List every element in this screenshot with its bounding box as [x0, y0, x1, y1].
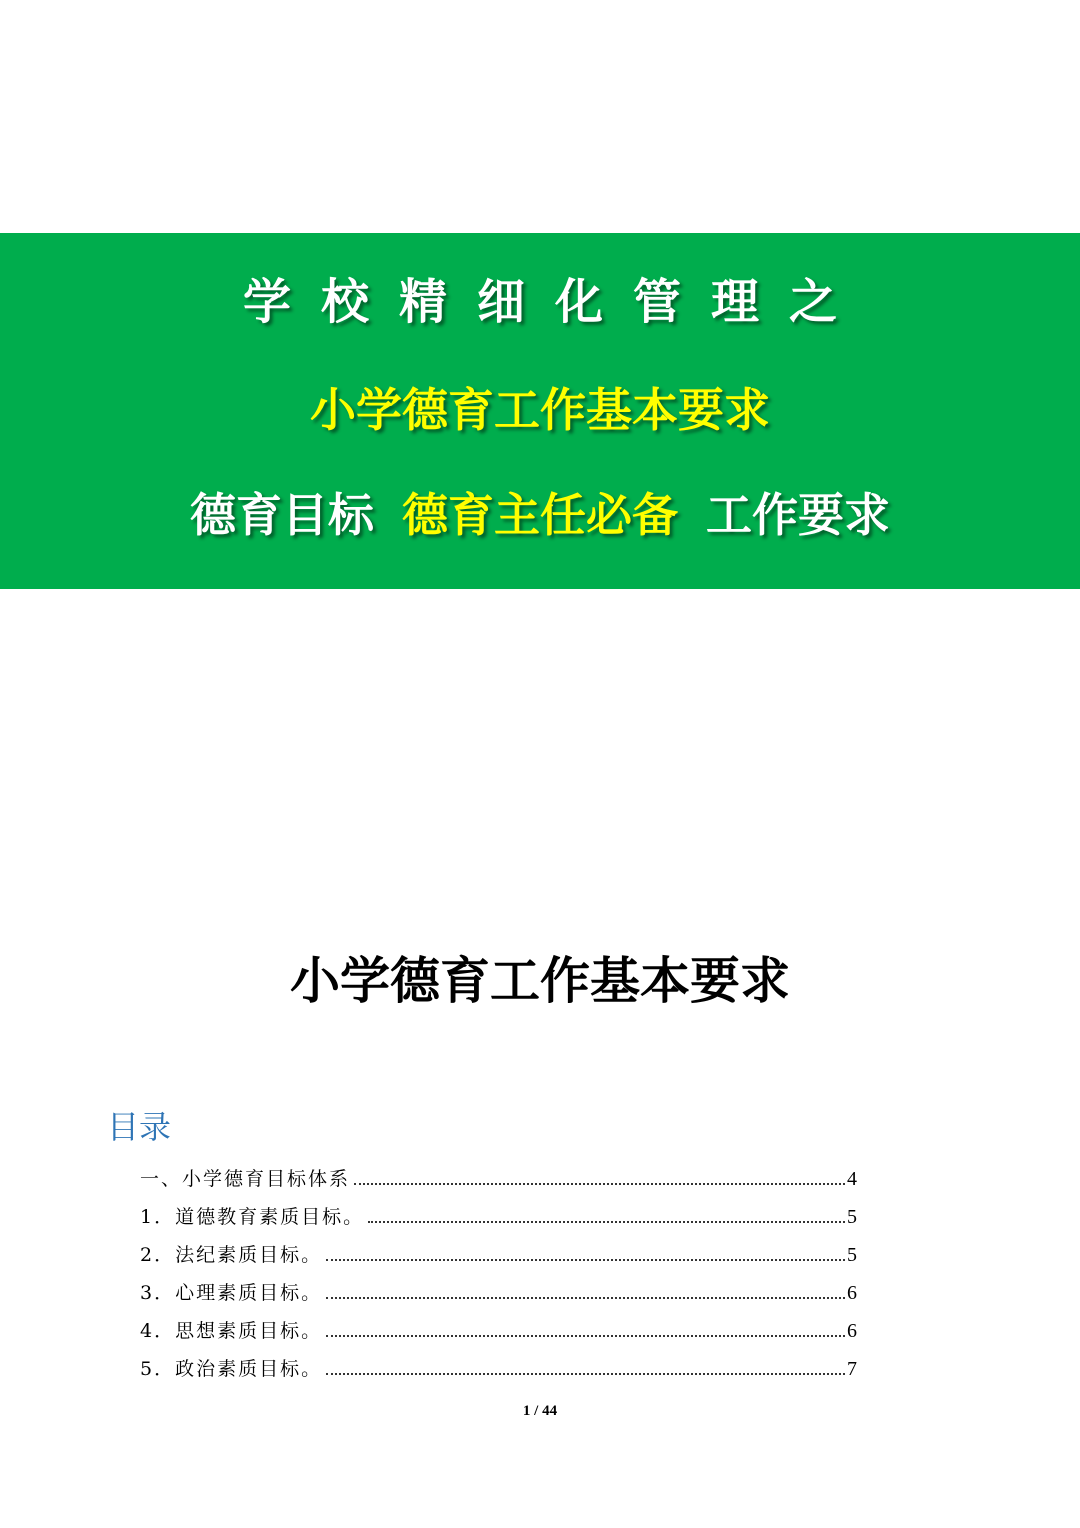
document-title: 小学德育工作基本要求	[290, 951, 790, 1010]
toc-entry-page: 6	[847, 1282, 857, 1304]
toc-entry[interactable]	[140, 1274, 857, 1312]
banner-topic-goals: 德育目标	[190, 488, 374, 542]
toc-entry-page: 7	[847, 1358, 857, 1380]
page-indicator: 1 / 44	[522, 1403, 558, 1419]
banner-topic-requirements: 工作要求	[706, 488, 890, 542]
toc-entry-label: 4．思想素质目标。	[140, 1320, 323, 1342]
toc-entry-label: 3．心理素质目标。	[140, 1282, 323, 1304]
toc-leader-dots	[326, 1258, 845, 1261]
toc-entry[interactable]	[140, 1160, 857, 1198]
toc-leader-dots	[326, 1372, 845, 1375]
banner-topic-director: 德育主任必备	[402, 488, 678, 542]
toc-entry[interactable]	[140, 1312, 857, 1350]
toc-leader-dots	[326, 1334, 845, 1337]
toc-entry-label: 1．道德教育素质目标。	[140, 1206, 365, 1228]
toc-leader-dots	[326, 1296, 845, 1299]
toc-entry-page: 5	[847, 1244, 857, 1266]
toc-leader-dots	[368, 1220, 845, 1223]
toc-entry-page: 6	[847, 1320, 857, 1342]
banner-line-series: 学校精细化管理之	[242, 274, 867, 330]
toc-entry-page: 5	[847, 1206, 857, 1228]
toc-leader-dots	[354, 1182, 845, 1185]
banner-line-topics	[0, 485, 1080, 545]
toc-entry-label: 2．法纪素质目标。	[140, 1244, 323, 1266]
toc-entry[interactable]	[140, 1236, 857, 1274]
toc-entry-label: 一、小学德育目标体系	[140, 1168, 351, 1190]
toc-heading: 目录	[107, 1108, 172, 1146]
toc-entry[interactable]	[140, 1350, 857, 1388]
toc-entry-page: 4	[847, 1168, 857, 1190]
banner-line-subject: 小学德育工作基本要求	[310, 383, 770, 437]
table-of-contents	[140, 1160, 857, 1388]
toc-entry-label: 5．政治素质目标。	[140, 1358, 323, 1380]
toc-entry[interactable]	[140, 1198, 857, 1236]
